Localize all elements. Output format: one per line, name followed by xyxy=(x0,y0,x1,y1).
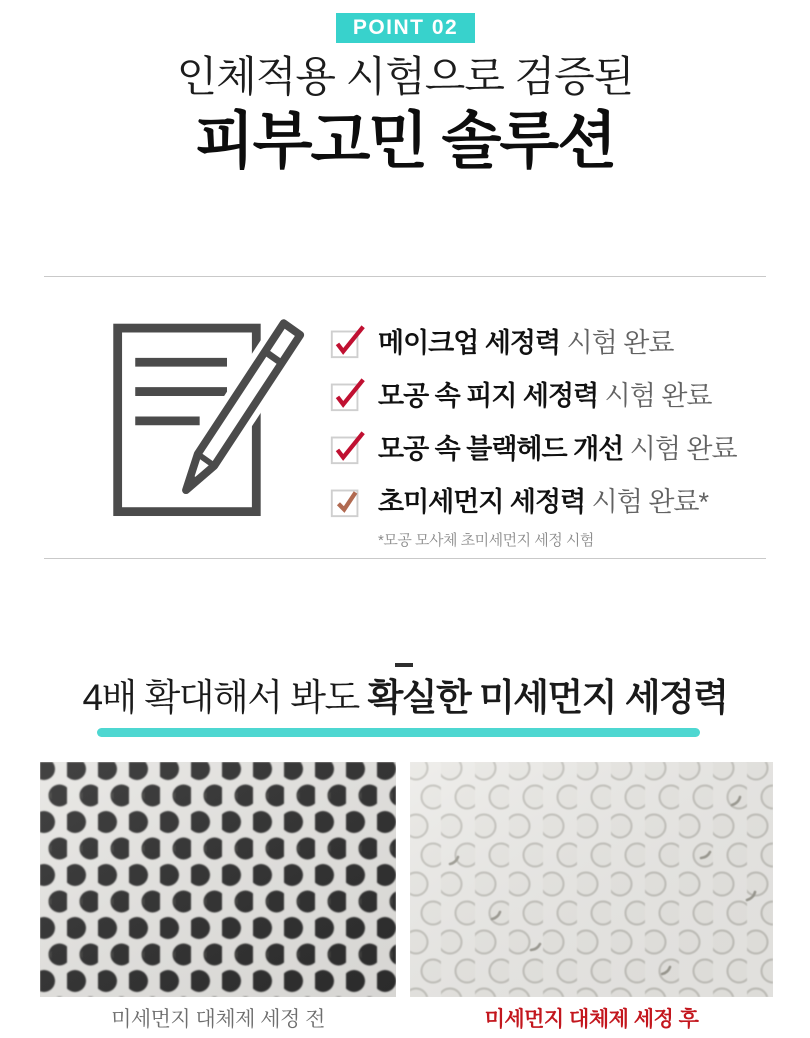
checklist-item-label: 모공 속 피지 세정력 시험 완료 xyxy=(378,381,712,411)
checklist-item xyxy=(328,314,768,367)
document-pencil-icon xyxy=(104,300,309,528)
checklist-item-label: 초미세먼지 세정력 시험 완료* xyxy=(378,487,709,517)
hero-subtitle: 인체적용 시험으로 검증된 xyxy=(176,53,634,100)
checkmark-icon xyxy=(328,481,366,519)
checklist-footnote: *모공 모사체 초미세먼지 세정 시험 xyxy=(378,532,594,549)
checklist-item xyxy=(328,367,768,420)
checklist-item-label: 메이크업 세정력 시험 완료 xyxy=(378,328,674,358)
checklist-item xyxy=(328,473,768,526)
teal-underline xyxy=(97,728,700,737)
checklist-item xyxy=(328,420,768,473)
checkmark-icon xyxy=(328,375,366,413)
checkmark-icon xyxy=(328,428,366,466)
checkmark-icon xyxy=(328,322,366,360)
divider-top xyxy=(44,276,766,277)
point-badge: POINT 02 xyxy=(336,13,475,43)
compare-heading xyxy=(0,676,810,720)
dash-divider xyxy=(395,663,413,667)
compare-heading-bold: 확실한 미세먼지 세정력 xyxy=(367,677,728,718)
divider-bottom xyxy=(44,558,766,559)
before-caption: 미세먼지 대체제 세정 전 xyxy=(111,1008,325,1031)
hero-title: 피부고민 솔루션 xyxy=(194,107,616,176)
after-microscope-image xyxy=(410,762,773,997)
test-checklist xyxy=(328,314,768,550)
after-caption: 미세먼지 대체제 세정 후 xyxy=(484,1008,699,1031)
before-microscope-image xyxy=(40,762,396,997)
checklist-rows xyxy=(328,314,768,526)
compare-heading-light: 4배 확대해서 봐도 xyxy=(82,677,368,718)
checklist-item-label: 모공 속 블랙헤드 개선 시험 완료 xyxy=(378,434,737,464)
